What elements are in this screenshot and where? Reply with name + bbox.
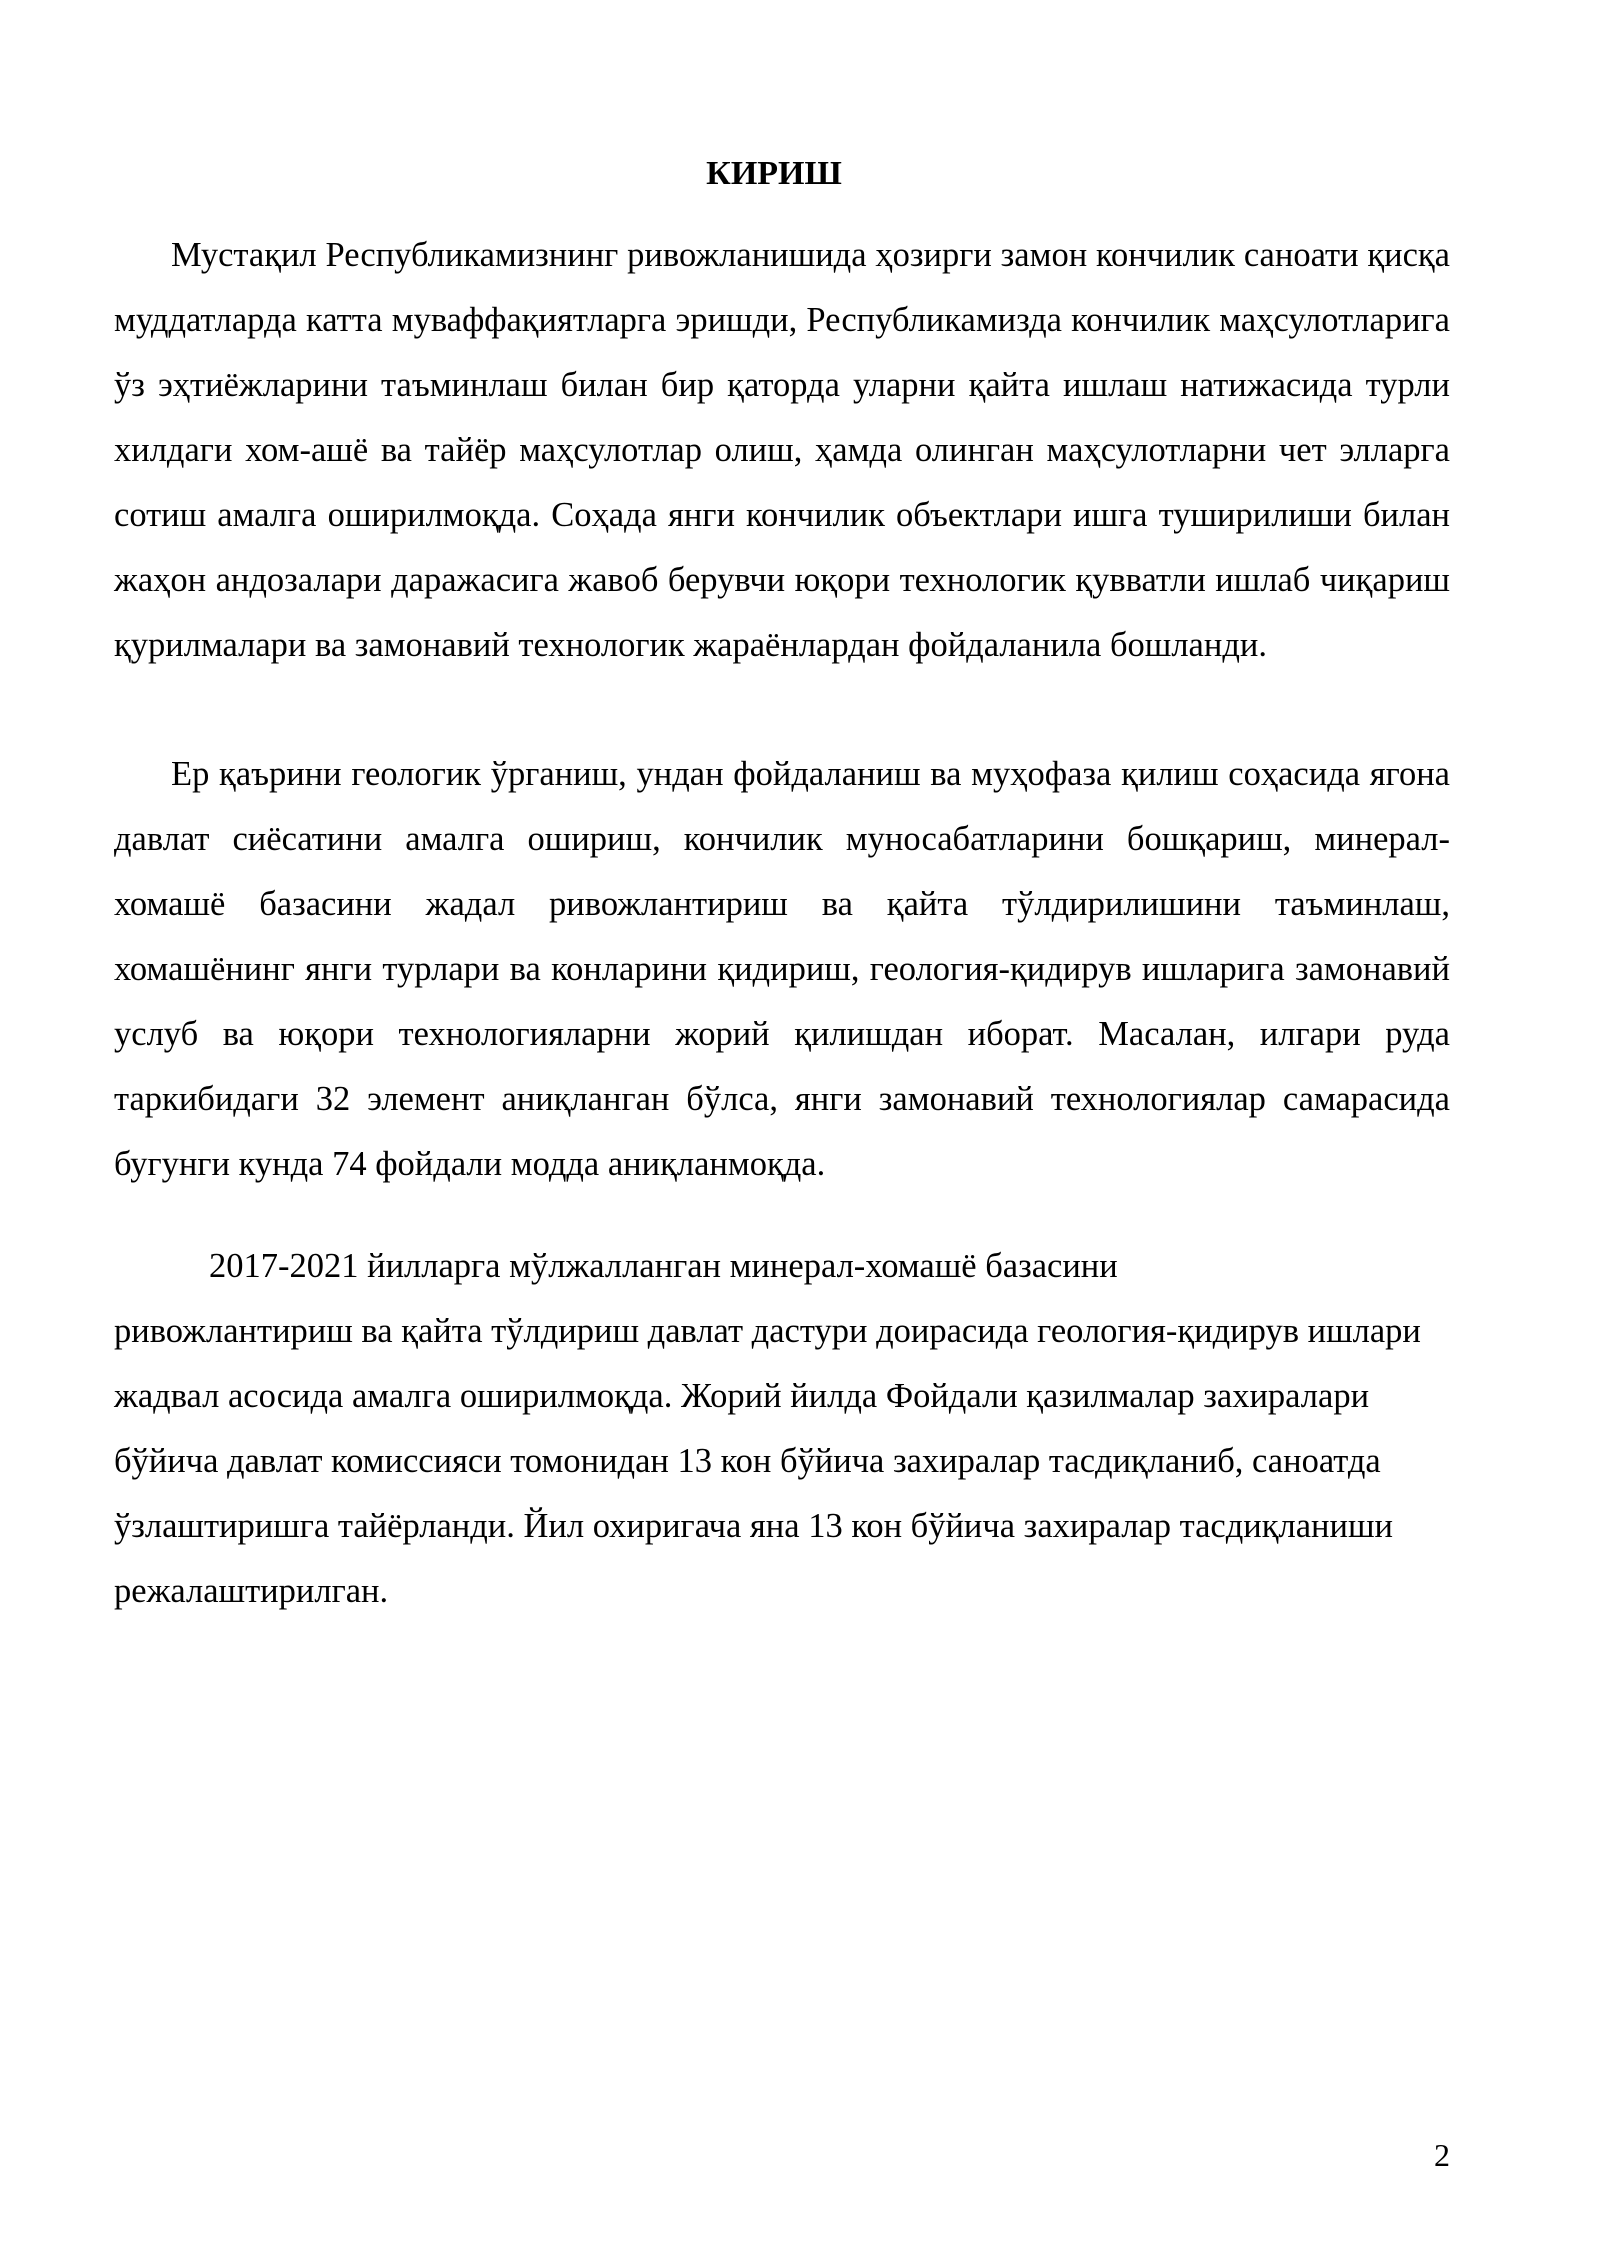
page-title: КИРИШ <box>706 155 842 192</box>
paragraph-2: Ер қаърини геологик ўрганиш, ундан фойдаланиш ва муҳофаза қилиш соҳасида ягона давлат сиёсатини амалга ошириш, кончилик муносабатларини бошқариш, минерал-хомашё базасини жадал ривожлантириш ва қайта тўлдирилишини таъминлаш, хомашёнинг янги турлари ва конларини қидириш, геология-қидирув ишларига замонавий услуб ва юқори технологияларни жорий қилишдан иборат. Масалан, илгари руда таркибидаги 32 элемент аниқланган бўлса, янги замонавий технологиялар самарасида бугунги кунда 74 фойдали модда аниқланмоқда. <box>114 755 1450 1183</box>
page-number: 2 <box>1434 2137 1450 2173</box>
paragraph-3-first-line: 2017-2021 йилларга мўлжалланган минерал-хомашё базасини <box>209 1247 1118 1285</box>
paragraph-1: Мустақил Республикамизнинг ривожланишида ҳозирги замон кончилик саноати қисқа муддатларда катта муваффақиятларга эришди, Республикамизда кончилик маҳсулотларига ўз эҳтиёжларини таъминлаш билан бир қаторда уларни қайта ишлаш натижасида турли хилдаги хом-ашё ва тайёр маҳсулотлар олиш, ҳамда олинган маҳсулотларни чет элларга сотиш амалга оширилмоқда. Соҳада янги кончилик объектлари ишга туширилиши билан жаҳон андозалари даражасига жавоб берувчи юқори технологик қувватли ишлаб чиқариш қурилмалари ва замонавий технологик жараёнлардан фойдаланила бошланди. <box>114 236 1450 664</box>
paragraph-3-rest: ривожлантириш ва қайта тўлдириш давлат дастури доирасида геология-қидирув ишлари жадвал асосида амалга оширилмоқда. Жорий йилда Фойдали қазилмалар захиралари бўйича давлат комиссияси томонидан 13 кон бўйича захиралар тасдиқланиб, саноатда ўзлаштиришга тайёрланди. Йил охиригача яна 13 кон бўйича захиралар тасдиқланиши режалаштирилган. <box>114 1312 1421 1610</box>
paragraph-3 <box>114 1234 1450 1624</box>
